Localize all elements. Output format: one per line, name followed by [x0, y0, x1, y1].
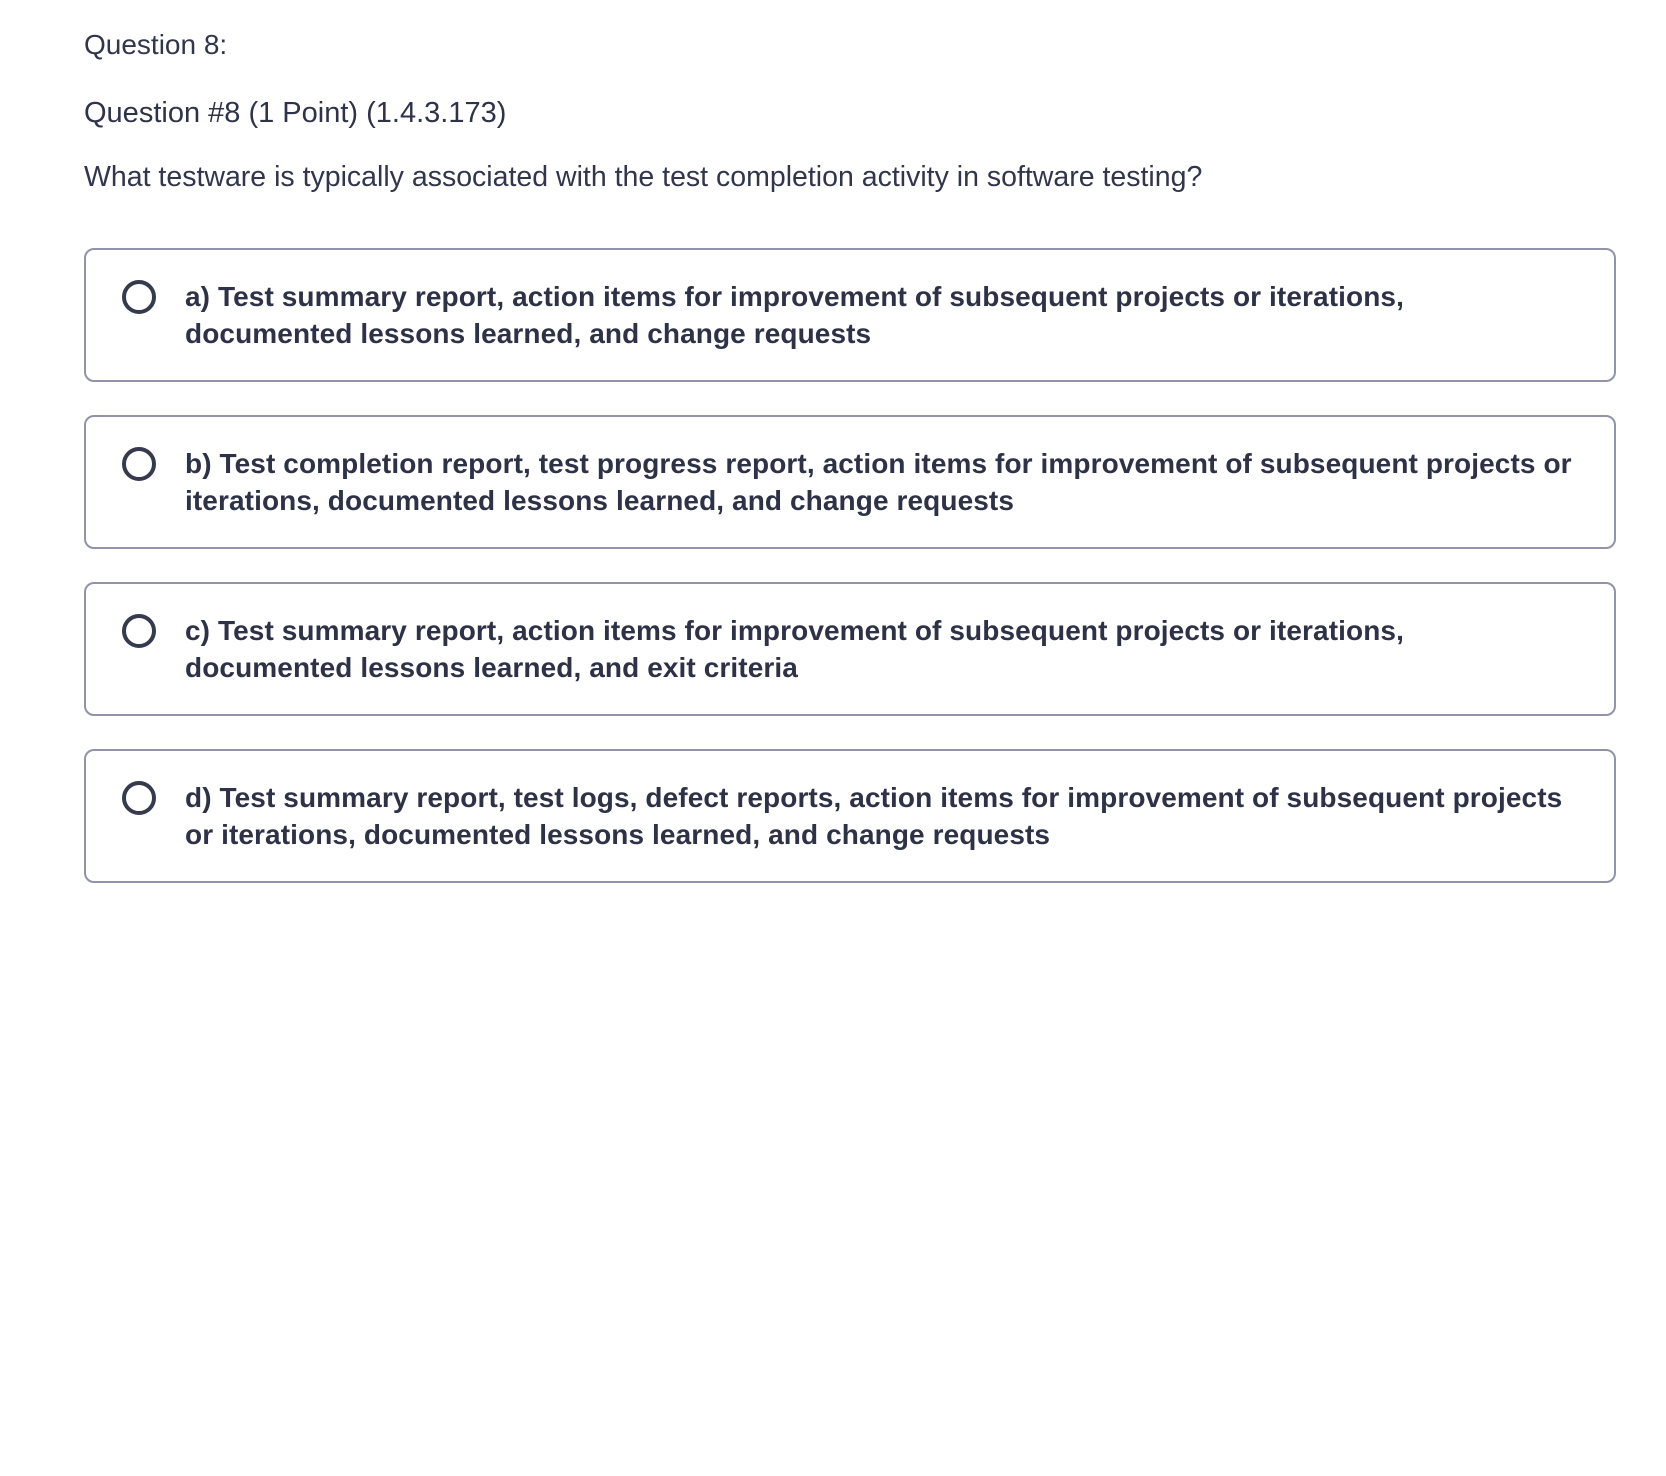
option-row-a[interactable]	[84, 248, 1616, 382]
radio-button-d[interactable]	[122, 781, 156, 815]
option-text-c: c) Test summary report, action items for improvement of subsequent projects or iterations, documented lessons learned, and exit criteria	[185, 615, 1404, 684]
radio-button-b[interactable]	[122, 447, 156, 481]
option-text-b: b) Test completion report, test progress report, action items for improvement of subsequent projects or iterations, documented lessons learned, and change requests	[185, 448, 1572, 517]
option-row-c[interactable]	[84, 582, 1616, 716]
answer-options	[84, 248, 1616, 883]
radio-button-c[interactable]	[122, 614, 156, 648]
option-row-d[interactable]	[84, 749, 1616, 883]
radio-button-a[interactable]	[122, 280, 156, 314]
question-number-label: Question 8:	[84, 29, 228, 60]
option-text-a: a) Test summary report, action items for improvement of subsequent projects or iterations, documented lessons learned, and change requests	[185, 281, 1404, 350]
option-text-d: d) Test summary report, test logs, defect reports, action items for improvement of subsequent projects or iterations, documented lessons learned, and change requests	[185, 782, 1563, 851]
question-text: What testware is typically associated with the test completion activity in software testing?	[84, 161, 1203, 194]
option-row-b[interactable]	[84, 415, 1616, 549]
question-title: Question #8 (1 Point) (1.4.3.173)	[84, 96, 507, 129]
